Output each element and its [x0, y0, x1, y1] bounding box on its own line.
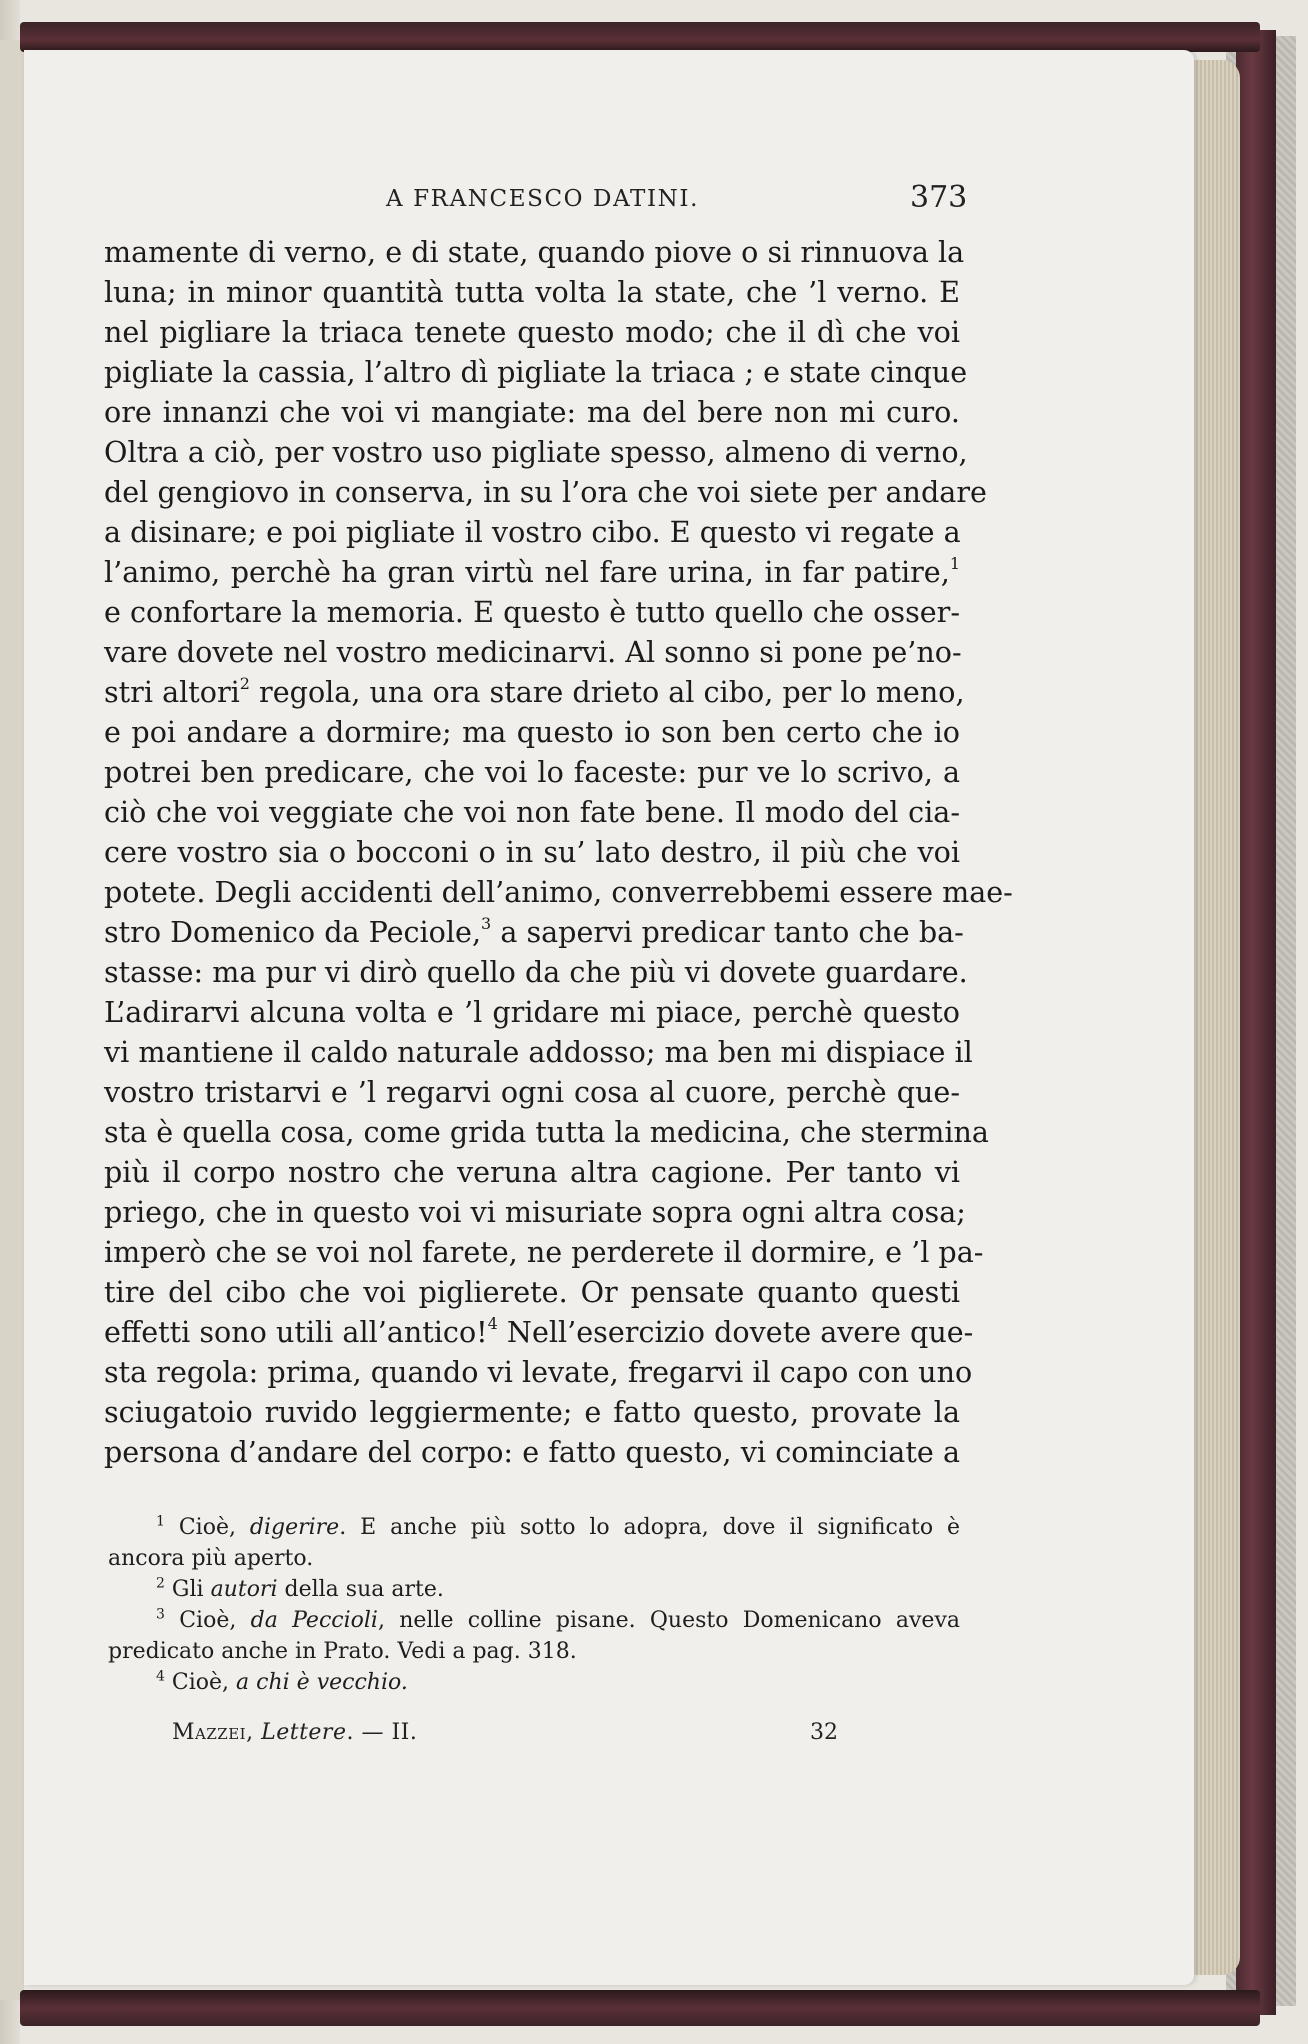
signature-author: Mazzei — [172, 1720, 247, 1745]
body-line — [104, 1272, 960, 1312]
footnote-mark: 4 — [156, 1668, 165, 1685]
running-head — [0, 180, 1308, 220]
signature-imprint — [172, 1720, 417, 1745]
body-line — [104, 232, 965, 272]
body-line — [104, 552, 960, 592]
body-line — [104, 1232, 984, 1272]
footnote-1 — [108, 1512, 960, 1543]
body-line-text: del gengiovo in conserva, in su l’ora che voi siete per andare — [104, 475, 987, 509]
body-line — [104, 392, 960, 432]
body-line — [104, 672, 965, 712]
footnote-mark: 2 — [156, 1575, 165, 1592]
footnote-text: della sua arte. — [277, 1577, 444, 1602]
body-line — [104, 1352, 973, 1392]
body-line — [104, 992, 960, 1032]
body-line — [104, 512, 960, 552]
body-line-text: a sapervi predicar tanto che ba- — [491, 915, 964, 949]
footnote-italic: digerire — [249, 1515, 340, 1540]
body-line-text: e confortare la memoria. E questo è tutto quello che osser- — [104, 595, 960, 629]
page-number: 373 — [910, 180, 968, 215]
body-line-text: vare dovete nel vostro medicinarvi. Al sonno si pone pe’no- — [104, 635, 962, 669]
footnote-4 — [108, 1667, 960, 1698]
body-line-text: ore innanzi che voi vi mangiate: ma del bere non mi curo. — [104, 395, 960, 429]
body-line-text: sta è quella cosa, come grida tutta la medicina, che stermina — [104, 1115, 989, 1149]
footnote-italic: autori — [210, 1577, 278, 1602]
body-line — [104, 752, 960, 792]
footnote-text: Cioè, — [171, 1670, 237, 1695]
body-line — [104, 1032, 973, 1072]
previous-page-edge — [0, 40, 24, 2000]
footnote-3-continuation: predicato anche in Prato. Vedi a pag. 318. — [108, 1639, 577, 1664]
body-line — [104, 872, 1013, 912]
body-line — [104, 832, 960, 872]
body-line-text: potete. Degli accidenti dell’animo, converrebbemi essere mae- — [104, 875, 1013, 909]
signature-sheet-number: 32 — [810, 1720, 838, 1745]
body-line-text: Oltra a ciò, per vostro uso pigliate spesso, almeno di verno, — [104, 435, 968, 469]
footnote-text: . E anche più sotto lo adopra, dove il significato è — [339, 1515, 961, 1540]
body-line — [104, 1192, 966, 1232]
body-line — [104, 1392, 960, 1432]
footnote-reference: 2 — [239, 674, 250, 694]
footnote-text: , nelle colline pisane. Questo Domenicano aveva — [377, 1608, 960, 1633]
body-line — [104, 1152, 960, 1192]
signature-separator: , — [246, 1720, 262, 1745]
body-line-text: L’adirarvi alcuna volta e ’l gridare mi piace, perchè questo — [104, 995, 960, 1029]
body-line-text: più il corpo nostro che veruna altra cagione. Per tanto vi — [104, 1155, 960, 1189]
body-line-text: vostro tristarvi e ’l regarvi ogni cosa al cuore, perchè que- — [104, 1075, 960, 1109]
body-line-text: vi mantiene il caldo naturale addosso; ma ben mi dispiace il — [104, 1035, 973, 1069]
running-head-title: A FRANCESCO DATINI. — [386, 186, 699, 212]
footnote-1-continuation: ancora più aperto. — [108, 1546, 314, 1571]
body-line — [104, 1112, 989, 1152]
body-line — [104, 352, 968, 392]
footnote-italic: a chi è vecchio. — [236, 1670, 408, 1695]
body-line-text: luna; in minor quantità tutta volta la state, che ’l verno. E — [104, 275, 960, 309]
footnote-reference: 3 — [481, 914, 492, 934]
body-text — [104, 232, 1013, 1472]
footnote-text: Gli — [171, 1577, 211, 1602]
footnote-italic: da Peccioli — [250, 1608, 378, 1633]
body-line — [104, 1312, 974, 1352]
book-cover-top-edge — [20, 22, 1260, 52]
book-cover-right-edge — [1236, 30, 1276, 2015]
body-line-text: stro Domenico da Peciole, — [104, 915, 482, 949]
body-line — [104, 632, 960, 672]
body-line-text: priego, che in questo voi vi misuriate sopra ogni altra cosa; — [104, 1195, 966, 1229]
body-line-text: regola, una ora stare drieto al cibo, per lo meno, — [249, 675, 965, 709]
body-line — [104, 432, 968, 472]
signature-volume: . — II. — [346, 1720, 418, 1745]
body-line-text: l’animo, perchè ha gran virtù nel fare urina, in far patire, — [104, 555, 950, 589]
body-line-text: sciugatoio ruvido leggiermente; e fatto questo, provate la — [104, 1395, 960, 1429]
body-line-text: effetti sono utili all’antico! — [104, 1315, 488, 1349]
footnote-3 — [108, 1605, 960, 1636]
body-line-text: potrei ben predicare, che voi lo faceste: pur ve lo scrivo, a — [104, 755, 960, 789]
body-line-text: Nell’esercizio dovete avere que- — [497, 1315, 974, 1349]
body-line-text: sta regola: prima, quando vi levate, fregarvi il capo con uno — [104, 1355, 973, 1389]
body-line-text: cere vostro sia o bocconi o in su’ lato destro, il più che voi — [104, 835, 960, 869]
body-line-text: tire del cibo che voi piglierete. Or pensate quanto questi — [104, 1275, 960, 1309]
body-line-text: stasse: ma pur vi dirò quello da che più vi dovete guardare. — [104, 955, 968, 989]
body-line — [104, 1432, 960, 1472]
body-line-text: e poi andare a dormire; ma questo io son ben certo che io — [104, 715, 960, 749]
book-cover-bottom-edge — [20, 1990, 1260, 2026]
body-line — [104, 592, 960, 632]
body-line-text: ciò che voi veggiate che voi non fate bene. Il modo del cia- — [104, 795, 960, 829]
footnote-reference: 4 — [487, 1314, 498, 1334]
signature-work: Lettere — [261, 1720, 347, 1745]
footnotes — [108, 1512, 960, 1698]
body-line-text: imperò che se voi nol farete, ne perderete il dormire, e ’l pa- — [104, 1235, 984, 1269]
body-line — [104, 1072, 960, 1112]
body-line — [104, 912, 964, 952]
body-line-text: mamente di verno, e di state, quando piove o si rinnuova la — [104, 235, 965, 269]
body-line-text: pigliate la cassia, l’altro dì pigliate la triaca ; e state cinque — [104, 355, 968, 389]
body-line-text: persona d’andare del corpo: e fatto questo, vi cominciate a — [104, 1435, 960, 1469]
body-line — [104, 792, 960, 832]
body-line — [104, 312, 960, 352]
footnote-mark: 3 — [156, 1606, 165, 1623]
body-line-text: nel pigliare la triaca tenete questo modo; che il dì che voi — [104, 315, 960, 349]
footnote-2 — [108, 1574, 960, 1605]
body-line — [104, 272, 960, 312]
body-line — [104, 952, 968, 992]
footnote-text: Cioè, — [179, 1608, 251, 1633]
footnote-reference: 1 — [949, 554, 960, 574]
body-line-text: stri altori — [104, 675, 240, 709]
body-line — [104, 712, 960, 752]
body-line-text: a disinare; e poi pigliate il vostro cibo. E questo vi regate a — [104, 515, 961, 549]
footnote-mark: 1 — [156, 1513, 165, 1530]
footnote-text: Cioè, — [178, 1515, 250, 1540]
signature-line — [0, 1720, 1308, 1750]
body-line — [104, 472, 987, 512]
